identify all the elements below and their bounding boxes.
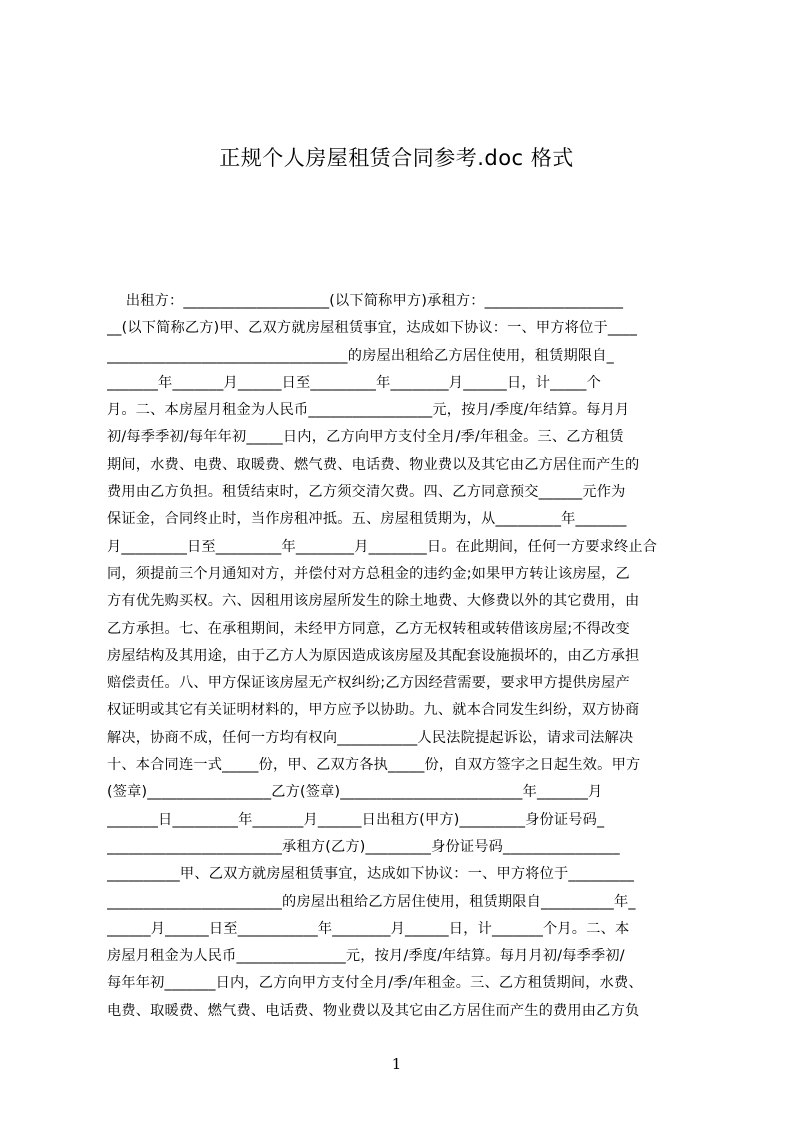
body-line: ______月______日至___________年________月______日，计_______个月。二、本 bbox=[107, 920, 630, 937]
body-line: 出租方：____________________(以下简称甲方)承租方：___________________ bbox=[107, 293, 624, 309]
body-line: 月_________日至_________年________月________日。在此期间，任何一方要求终止合 bbox=[107, 538, 658, 555]
body-line: 同，须提前三个月通知对方，并偿付对方总租金的违约金;如果甲方转让该房屋，乙 bbox=[107, 565, 630, 582]
body-line: 房屋月租金为人民币_______________元，按月/季度/年结算。每月月初/每季季初/ bbox=[107, 948, 625, 965]
body-line: 保证金，合同终止时，当作房租冲抵。五、房屋租赁期为，从_________年_______ bbox=[107, 511, 627, 528]
body-line: 月。二、本房屋月租金为人民币_________________元，按月/季度/年结算。每月月 bbox=[107, 402, 630, 419]
body-line: _______日_________年_______月______日出租方(甲方)_________身份证号码_ bbox=[107, 811, 605, 828]
body-line: 赔偿责任。八、甲方保证该房屋无产权纠纷;乙方因经营需要，要求甲方提供房屋产 bbox=[107, 675, 630, 692]
body-line: 电费、取暖费、燃气费、电话费、物业费以及其它由乙方居住而产生的费用由乙方负 bbox=[107, 1002, 640, 1019]
body-line: _______年_______月______日至_________年________月______日，计_____个 bbox=[107, 374, 601, 391]
body-line: 费用由乙方负担。租赁结束时，乙方须交清欠费。四、乙方同意预交______元作为 bbox=[107, 484, 626, 501]
body-line: 期间，水费、电费、取暖费、燃气费、电话费、物业费以及其它由乙方居住而产生的 bbox=[107, 456, 640, 473]
body-line: 权证明或其它有关证明材料的，甲方应予以协助。九、就本合同发生纠纷，双方协商 bbox=[107, 702, 640, 719]
body-line: 解决，协商不成，任何一方均有权向___________人民法院提起诉讼，请求司法解决 bbox=[107, 729, 634, 746]
body-line: 初/每季季初/每年年初_____日内，乙方向甲方支付全月/季/年租金。三、乙方租赁 bbox=[107, 429, 624, 446]
contract-body bbox=[107, 288, 699, 1025]
body-line: ________________________承租方(乙方)_________身份证号码________________ bbox=[107, 838, 620, 855]
body-line: 方有优先购买权。六、因租用该房屋所发生的除土地费、大修费以外的其它费用，由 bbox=[107, 593, 640, 610]
page-number: 1 bbox=[391, 1055, 402, 1073]
body-line: __________甲、乙双方就房屋租赁事宜，达成如下协议：一、甲方将位于_________ bbox=[107, 866, 635, 883]
body-line: __(以下简称乙方)甲、乙双方就房屋租赁事宜，达成如下协议：一、甲方将位于____ bbox=[107, 320, 638, 337]
body-line: _________________________________的房屋出租给乙方居住使用，租赁期限自_ bbox=[107, 347, 614, 364]
body-line: ________________________的房屋出租给乙方居住使用，租赁期限自__________年_ bbox=[107, 893, 636, 910]
document-title: 正规个人房屋租赁合同参考.doc 格式 bbox=[219, 146, 574, 170]
body-line: 乙方承担。七、在承租期间，未经甲方同意，乙方无权转租或转借该房屋;不得改变 bbox=[107, 620, 630, 637]
body-line: 十、本合同连一式_____份，甲、乙双方各执_____份，自双方签字之日起生效。甲方 bbox=[107, 757, 641, 774]
body-line: 每年年初_______日内，乙方向甲方支付全月/季/年租金。三、乙方租赁期间，水费、 bbox=[107, 975, 643, 992]
body-line: 房屋结构及其用途，由于乙方人为原因造成该房屋及其配套设施损坏的，由乙方承担 bbox=[107, 647, 640, 664]
body-line: (签章)_________________乙方(签章)_________________________年_______月 bbox=[107, 784, 603, 801]
